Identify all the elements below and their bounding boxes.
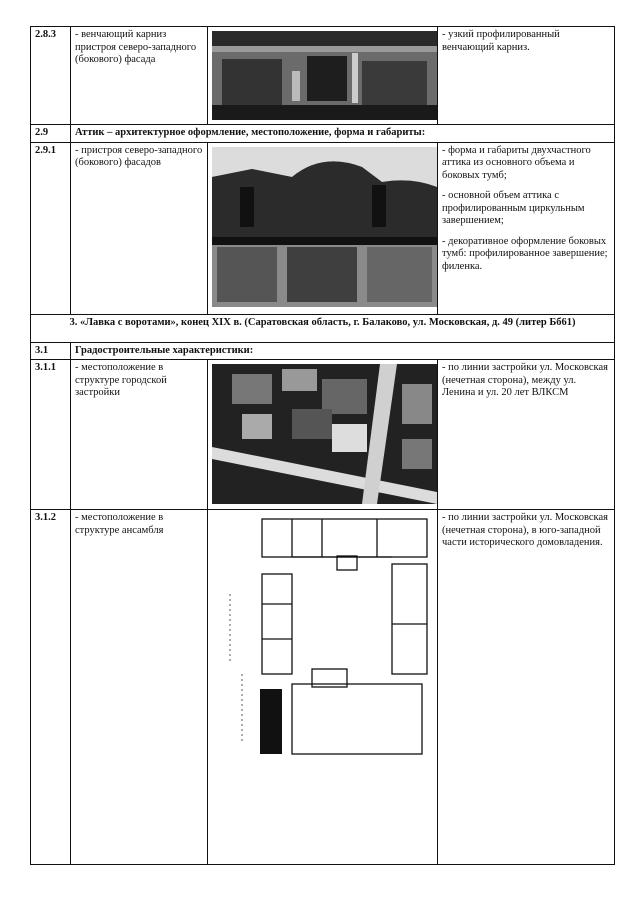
table-row [31, 360, 615, 510]
photo-cell [208, 142, 438, 314]
attic-photo [212, 147, 437, 307]
description-cell [438, 142, 615, 314]
section-subheader: Аттик – архитектурное оформление, местоположение, форма и габариты: [71, 125, 615, 143]
cornice-photo [212, 31, 437, 120]
description-cell [438, 27, 615, 125]
description-line: - декоративное оформление боковых тумб: профилированное завершение; филенка. [442, 235, 608, 272]
characteristics-table [30, 26, 615, 865]
table-row [31, 510, 615, 865]
feature-cell: - пристроя северо-западного (бокового) фасадов [71, 142, 208, 314]
aerial-map-photo [212, 364, 437, 504]
row-number: 3.1 [31, 342, 71, 360]
feature-cell: - местоположение в структуре городской застройки [71, 360, 208, 510]
site-plan-drawing [212, 514, 437, 764]
table-row [31, 342, 615, 360]
table-row [31, 142, 615, 314]
description-line: - по линии застройки ул. Московская (нечетная сторона), между ул. Ленина и ул. 20 лет ВЛКСМ [442, 362, 608, 398]
row-number: 2.9.1 [31, 142, 71, 314]
row-number: 3.1.2 [31, 510, 71, 865]
description-cell [438, 360, 615, 510]
feature-cell: - венчающий карниз пристроя северо-западного (бокового) фасада [71, 27, 208, 125]
section-subheader: Градостроительные характеристики: [71, 342, 615, 360]
photo-cell [208, 360, 438, 510]
description-line: - основной объем аттика с профилированным циркульным завершением; [442, 190, 585, 226]
photo-cell [208, 510, 438, 865]
table-row [31, 125, 615, 143]
section-title: 3. «Лавка с воротами», конец XIX в. (Саратовская область, г. Балаково, ул. Московская, д. 49 (литер Бб61) [31, 314, 615, 342]
description-line: - узкий профилированный венчающий карниз. [442, 29, 560, 53]
table-row [31, 27, 615, 125]
description-line: - форма и габариты двухчастного аттика из основного объема и боковых тумб; [442, 144, 591, 181]
row-number: 2.8.3 [31, 27, 71, 125]
description-line: - по линии застройки ул. Московская (нечетная сторона), в юго-западной части исторического домовладения. [442, 512, 608, 548]
table-row [31, 314, 615, 342]
feature-cell: - местоположение в структуре ансамбля [71, 510, 208, 865]
photo-cell [208, 27, 438, 125]
description-cell [438, 510, 615, 865]
row-number: 2.9 [31, 125, 71, 143]
row-number: 3.1.1 [31, 360, 71, 510]
